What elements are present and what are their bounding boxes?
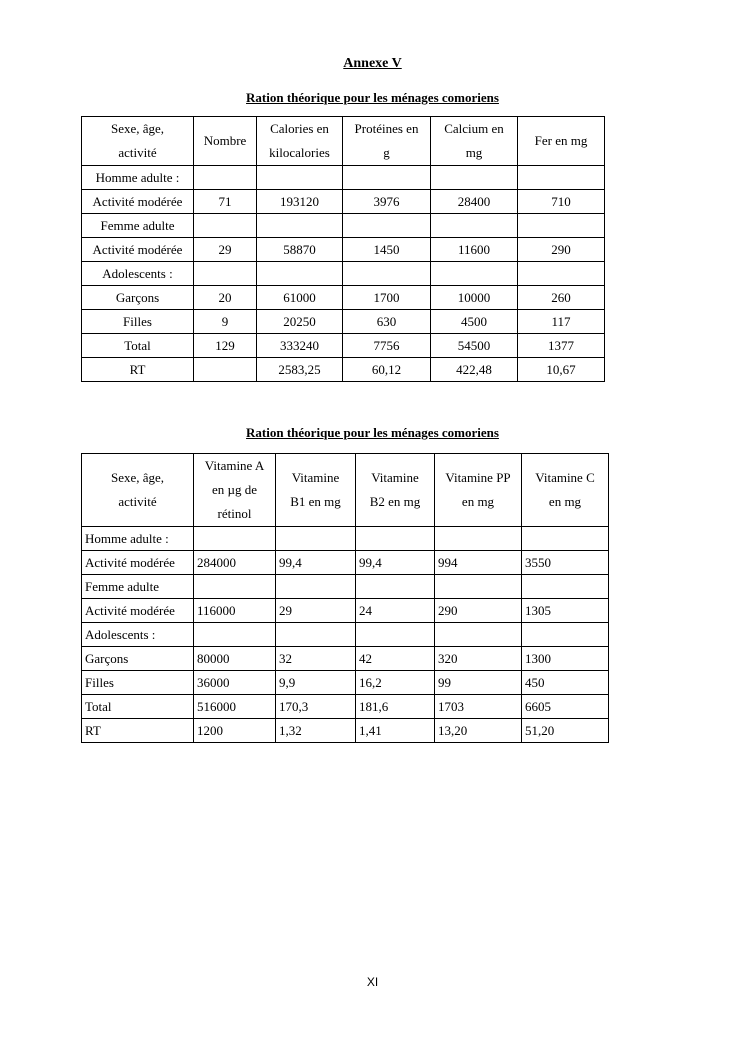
- table-cell: 99,4: [276, 551, 356, 575]
- table-cell: 51,20: [522, 719, 609, 743]
- table-cell: 3550: [522, 551, 609, 575]
- table-cell: [194, 623, 276, 647]
- table-row: [82, 671, 609, 695]
- table-cell: 29: [194, 238, 257, 262]
- table-cell: 2583,25: [257, 358, 343, 382]
- table-row: [82, 599, 609, 623]
- table-cell: 117: [518, 310, 605, 334]
- table-cell: 29: [276, 599, 356, 623]
- column-header: Calcium en mg: [431, 117, 518, 166]
- table-cell: [194, 214, 257, 238]
- column-header: Vitamine PP en mg: [435, 454, 522, 527]
- table-row: [82, 695, 609, 719]
- table-cell: [518, 214, 605, 238]
- table-row: [82, 623, 609, 647]
- table-cell: 1,32: [276, 719, 356, 743]
- table-cell: 333240: [257, 334, 343, 358]
- table-cell: 422,48: [431, 358, 518, 382]
- table-cell: [431, 262, 518, 286]
- table-row: [82, 166, 605, 190]
- table-cell: 58870: [257, 238, 343, 262]
- table-cell: 7756: [343, 334, 431, 358]
- row-label: Filles: [82, 671, 194, 695]
- table-cell: 1377: [518, 334, 605, 358]
- annex-title: Annexe V: [343, 56, 402, 71]
- row-label: Total: [82, 695, 194, 719]
- column-header: Sexe, âge, activité: [82, 454, 194, 527]
- table-cell: 1700: [343, 286, 431, 310]
- table-cell: [518, 262, 605, 286]
- table-cell: [194, 575, 276, 599]
- table-cell: [356, 575, 435, 599]
- table-cell: [194, 527, 276, 551]
- table-cell: [276, 527, 356, 551]
- table-cell: 6605: [522, 695, 609, 719]
- row-label: Femme adulte: [82, 575, 194, 599]
- table-cell: [257, 166, 343, 190]
- table-cell: 99: [435, 671, 522, 695]
- table1-title: Ration théorique pour les ménages comoriens: [246, 90, 499, 105]
- table-cell: 516000: [194, 695, 276, 719]
- table-cell: [276, 575, 356, 599]
- table-cell: [435, 575, 522, 599]
- column-header: Vitamine B1 en mg: [276, 454, 356, 527]
- table-cell: [343, 166, 431, 190]
- table-row: [82, 262, 605, 286]
- table-cell: 1703: [435, 695, 522, 719]
- table-cell: 60,12: [343, 358, 431, 382]
- column-header: Vitamine B2 en mg: [356, 454, 435, 527]
- row-label: Filles: [82, 310, 194, 334]
- row-label: Homme adulte :: [82, 527, 194, 551]
- column-header: Fer en mg: [518, 117, 605, 166]
- row-label: Adolescents :: [82, 262, 194, 286]
- table-cell: 28400: [431, 190, 518, 214]
- table-cell: [522, 575, 609, 599]
- table-cell: 1450: [343, 238, 431, 262]
- table-cell: 71: [194, 190, 257, 214]
- table-cell: [522, 623, 609, 647]
- table-cell: [194, 166, 257, 190]
- table-cell: 284000: [194, 551, 276, 575]
- table-cell: 99,4: [356, 551, 435, 575]
- row-label: Femme adulte: [82, 214, 194, 238]
- table-cell: [431, 166, 518, 190]
- table-cell: 710: [518, 190, 605, 214]
- row-label: Activité modérée: [82, 551, 194, 575]
- table-row: [82, 647, 609, 671]
- row-label: Activité modérée: [82, 190, 194, 214]
- table-cell: 80000: [194, 647, 276, 671]
- table-cell: 1200: [194, 719, 276, 743]
- column-header: Calories en kilocalories: [257, 117, 343, 166]
- table-nutrients-minerals: [81, 116, 605, 382]
- table-cell: [257, 262, 343, 286]
- row-label: RT: [82, 358, 194, 382]
- table-cell: 9,9: [276, 671, 356, 695]
- page-number: XI: [366, 975, 379, 989]
- row-label: Garçons: [82, 286, 194, 310]
- row-label: Activité modérée: [82, 238, 194, 262]
- table-cell: 129: [194, 334, 257, 358]
- table-cell: [435, 527, 522, 551]
- table-cell: [522, 527, 609, 551]
- table-cell: [257, 214, 343, 238]
- table-cell: 170,3: [276, 695, 356, 719]
- table-cell: 54500: [431, 334, 518, 358]
- table-row: [82, 334, 605, 358]
- table-cell: 4500: [431, 310, 518, 334]
- table-row: [82, 286, 605, 310]
- table-row: [82, 190, 605, 214]
- column-header: Vitamine C en mg: [522, 454, 609, 527]
- row-label: Adolescents :: [82, 623, 194, 647]
- row-label: RT: [82, 719, 194, 743]
- table-cell: 13,20: [435, 719, 522, 743]
- table-cell: 36000: [194, 671, 276, 695]
- table-cell: 10,67: [518, 358, 605, 382]
- table-cell: [276, 623, 356, 647]
- column-header: Nombre: [194, 117, 257, 166]
- table-cell: 9: [194, 310, 257, 334]
- table-cell: [343, 214, 431, 238]
- table-cell: [356, 623, 435, 647]
- table-row: [82, 527, 609, 551]
- table-cell: 3976: [343, 190, 431, 214]
- table-cell: 24: [356, 599, 435, 623]
- table-cell: 20: [194, 286, 257, 310]
- table-cell: 116000: [194, 599, 276, 623]
- table-cell: 181,6: [356, 695, 435, 719]
- table-cell: 32: [276, 647, 356, 671]
- table-cell: 42: [356, 647, 435, 671]
- table-vitamins: [81, 453, 609, 743]
- table-cell: 450: [522, 671, 609, 695]
- table-cell: 16,2: [356, 671, 435, 695]
- table-cell: [343, 262, 431, 286]
- table2-title: Ration théorique pour les ménages comoriens: [246, 425, 499, 440]
- row-label: Homme adulte :: [82, 166, 194, 190]
- table-row: [82, 358, 605, 382]
- column-header: Sexe, âge, activité: [82, 117, 194, 166]
- column-header: Protéines en g: [343, 117, 431, 166]
- table-cell: 630: [343, 310, 431, 334]
- table-cell: 193120: [257, 190, 343, 214]
- table-cell: 994: [435, 551, 522, 575]
- table-cell: [435, 623, 522, 647]
- table-cell: 61000: [257, 286, 343, 310]
- table-row: [82, 719, 609, 743]
- table-cell: [194, 262, 257, 286]
- table-row: [82, 310, 605, 334]
- table-row: [82, 214, 605, 238]
- table-cell: 290: [518, 238, 605, 262]
- table-cell: 10000: [431, 286, 518, 310]
- table-cell: 20250: [257, 310, 343, 334]
- table-cell: 260: [518, 286, 605, 310]
- table-cell: [518, 166, 605, 190]
- header-row: [82, 117, 605, 166]
- row-label: Activité modérée: [82, 599, 194, 623]
- table-row: [82, 238, 605, 262]
- table-cell: [356, 527, 435, 551]
- table-cell: 11600: [431, 238, 518, 262]
- header-row: [82, 454, 609, 527]
- table-cell: 1300: [522, 647, 609, 671]
- table-cell: 1,41: [356, 719, 435, 743]
- table-cell: 320: [435, 647, 522, 671]
- row-label: Total: [82, 334, 194, 358]
- table-cell: [194, 358, 257, 382]
- table-row: [82, 575, 609, 599]
- row-label: Garçons: [82, 647, 194, 671]
- table-cell: [431, 214, 518, 238]
- table-row: [82, 551, 609, 575]
- table-cell: 1305: [522, 599, 609, 623]
- table-cell: 290: [435, 599, 522, 623]
- column-header: Vitamine A en µg de rétinol: [194, 454, 276, 527]
